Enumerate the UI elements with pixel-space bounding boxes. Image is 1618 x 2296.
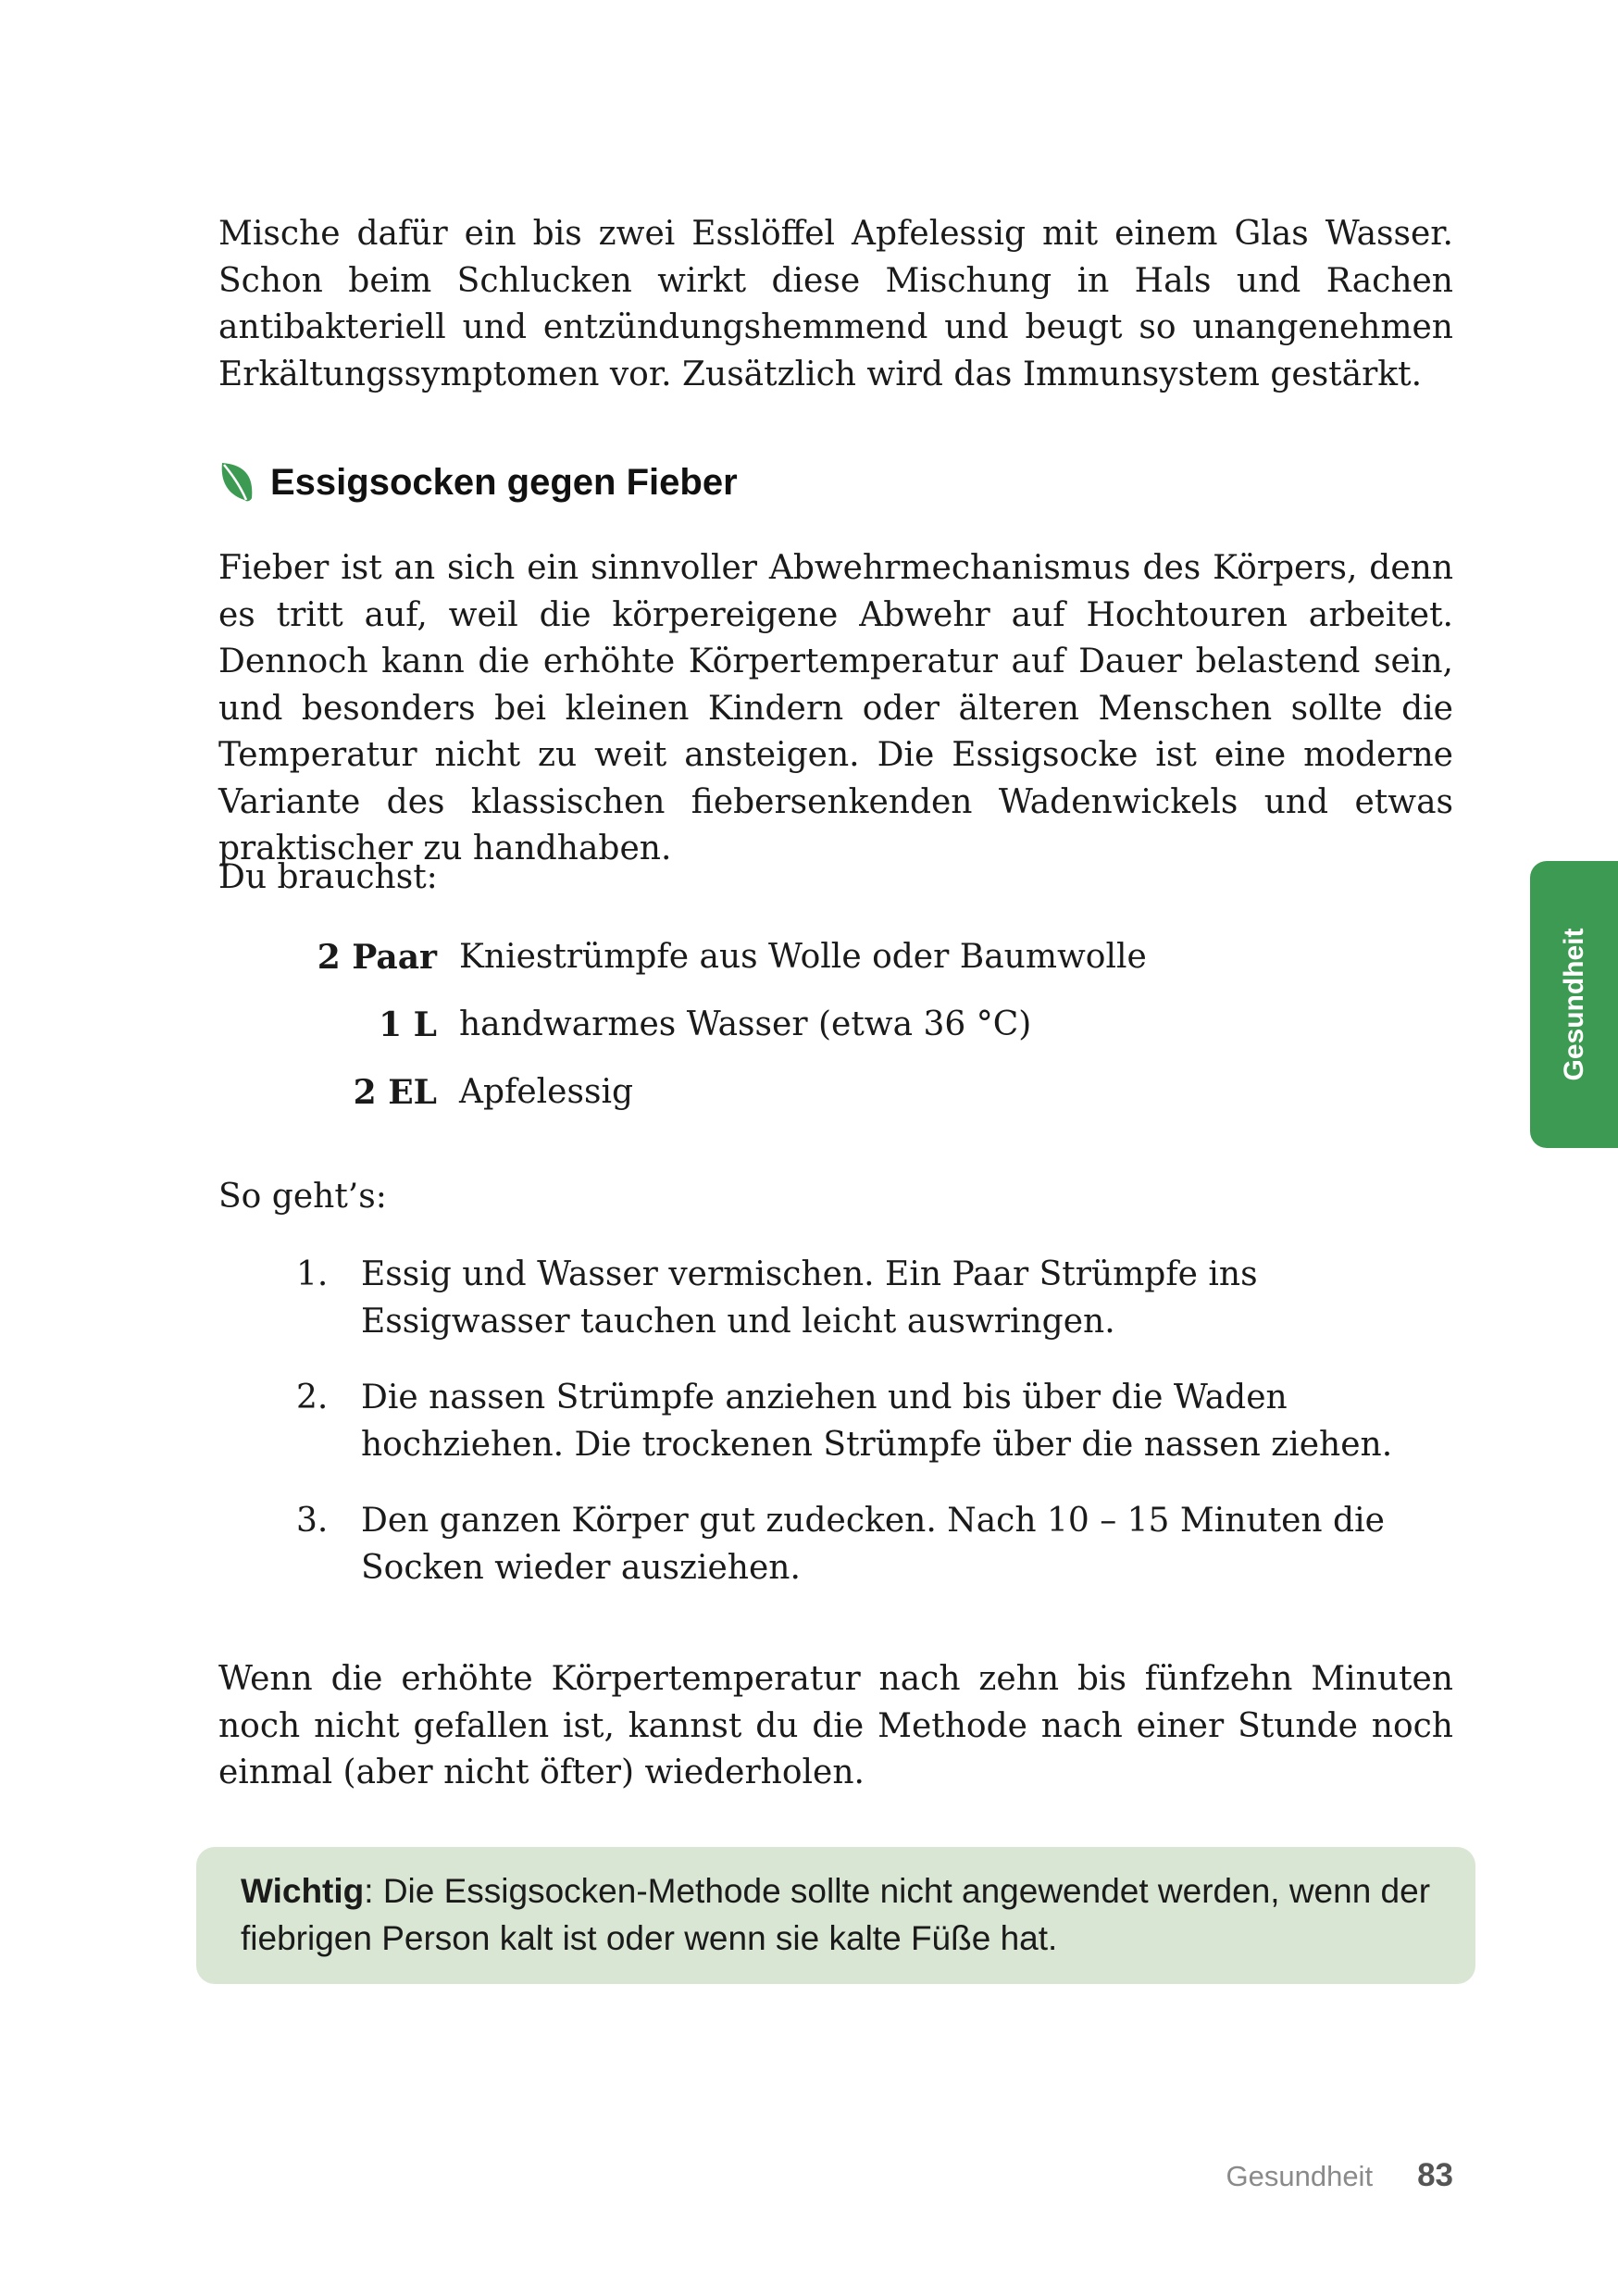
intro-paragraph: Mische dafür ein bis zwei Esslöffel Apfelessig mit einem Glas Wasser. Schon beim Schlucken wirkt diese Mischung in Hals und Rachen antibakteriell und entzündungshemmend und beugt so unangenehmen Erkältungssymptomen vor. Zusätzlich wird das Immunsystem gestärkt. bbox=[218, 215, 1453, 393]
step-item bbox=[218, 1252, 1453, 1345]
footer-section-name: Gesundheit bbox=[1226, 2160, 1374, 2192]
step-text: Den ganzen Körper gut zudecken. Nach 10 – 15 Minuten die Socken wieder ausziehen. bbox=[361, 1502, 1385, 1587]
step-number: 1. bbox=[296, 1255, 329, 1293]
repeat-paragraph: Wenn die erhöhte Körpertemperatur nach zehn bis fünfzehn Minuten noch nicht gefallen ist, kannst du die Methode nach einer Stunde noch einmal (aber nicht öfter) wiederholen. bbox=[218, 1660, 1453, 1791]
note-label: Wichtig bbox=[241, 1872, 365, 1910]
step-number: 2. bbox=[296, 1379, 329, 1416]
section-heading-text: Essigsocken gegen Fieber bbox=[270, 461, 738, 503]
ingredient-name: handwarmes Wasser (etwa 36 °C) bbox=[459, 1005, 1032, 1043]
step-text: Die nassen Strümpfe anziehen und bis über die Waden hochziehen. Die trockenen Strümpfe über die nassen ziehen. bbox=[361, 1379, 1393, 1464]
important-note-box bbox=[196, 1847, 1475, 1984]
step-number: 3. bbox=[296, 1502, 329, 1540]
ingredient-name: Kniestrümpfe aus Wolle oder Baumwolle bbox=[459, 938, 1147, 976]
step-item bbox=[218, 1375, 1453, 1468]
note-text: : Die Essigsocken-Methode sollte nicht angewendet werden, wenn der fiebrigen Person kalt ist oder wenn sie kalte Füße hat. bbox=[241, 1872, 1431, 1957]
ingredients-label: Du brauchst: bbox=[218, 858, 438, 896]
ingredient-quantity: 1 L bbox=[379, 1005, 437, 1044]
section-heading bbox=[218, 461, 1144, 504]
ingredient-row bbox=[218, 934, 1237, 980]
ingredient-name: Apfelessig bbox=[459, 1073, 633, 1111]
chapter-side-tab bbox=[1530, 861, 1618, 1148]
page-footer bbox=[1226, 2157, 1454, 2194]
step-item bbox=[218, 1498, 1453, 1591]
step-text: Essig und Wasser vermischen. Ein Paar Strümpfe ins Essigwasser tauchen und leicht auswringen. bbox=[361, 1255, 1258, 1341]
steps-label: So geht’s: bbox=[218, 1178, 387, 1216]
ingredient-quantity: 2 EL bbox=[353, 1073, 437, 1112]
fever-paragraph: Fieber ist an sich ein sinnvoller Abwehrmechanismus des Körpers, denn es tritt auf, weil die körpereigene Abwehr auf Hochtouren arbeitet. Dennoch kann die erhöhte Körpertemperatur auf Dauer belastend sein, und besonders bei kleinen Kindern oder älteren Menschen sollte die Temperatur nicht zu weit ansteigen. Die Essigsocke ist eine moderne Variante des klassischen fiebersenkenden Wadenwickels und etwas praktischer zu handhaben. bbox=[218, 549, 1453, 867]
ingredient-row bbox=[218, 1069, 1237, 1116]
ingredient-quantity: 2 Paar bbox=[317, 938, 437, 977]
leaf-icon bbox=[218, 461, 255, 504]
page-number: 83 bbox=[1417, 2157, 1453, 2193]
side-tab-label: Gesundheit bbox=[1558, 928, 1589, 1081]
ingredient-row bbox=[218, 1002, 1237, 1048]
